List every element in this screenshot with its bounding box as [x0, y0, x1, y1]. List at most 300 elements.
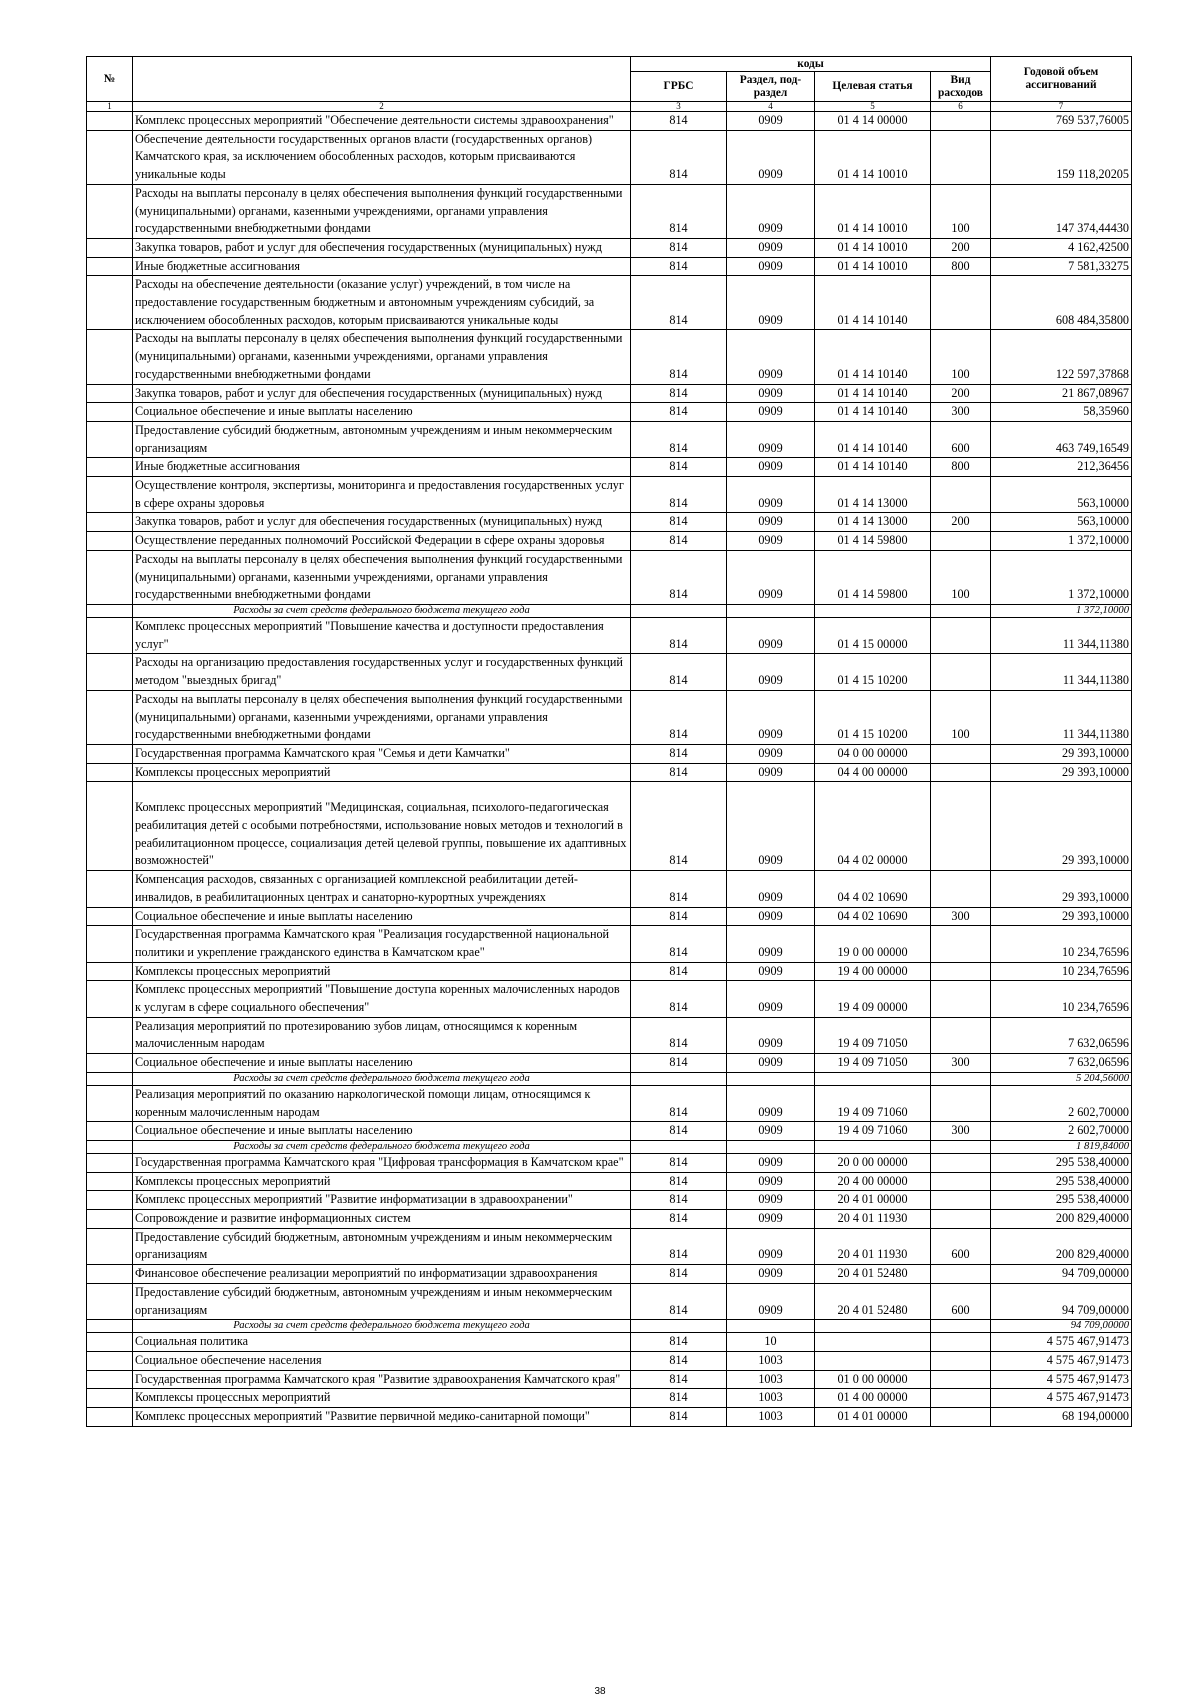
row-amount-cell: 463 749,16549: [991, 421, 1132, 457]
row-grbs-cell: 814: [631, 1210, 727, 1229]
row-expense-type-cell: [931, 112, 991, 131]
row-target-cell: [815, 604, 931, 617]
federal-budget-note-row: [87, 1072, 1132, 1085]
row-number-cell: [87, 532, 133, 551]
row-name-cell: Сопровождение и развитие информационных систем: [133, 1210, 631, 1229]
row-grbs-cell: 814: [631, 1228, 727, 1264]
row-expense-type-cell: 100: [931, 330, 991, 384]
row-number-cell: [87, 1191, 133, 1210]
row-target-cell: 19 4 09 71050: [815, 1054, 931, 1073]
row-grbs-cell: [631, 604, 727, 617]
row-name-cell: Финансовое обеспечение реализации мероприятий по информатизации здравоохранения: [133, 1265, 631, 1284]
budget-allocation-table: [86, 56, 1132, 1427]
row-target-cell: 01 4 14 10010: [815, 257, 931, 276]
row-expense-type-cell: [931, 617, 991, 653]
row-grbs-cell: 814: [631, 1352, 727, 1371]
row-name-cell: Комплексы процессных мероприятий: [133, 962, 631, 981]
table-row: [87, 1228, 1132, 1264]
row-expense-type-cell: 300: [931, 907, 991, 926]
row-expense-type-cell: [931, 276, 991, 330]
row-name-cell: Реализация мероприятий по оказанию наркологической помощи лицам, относящимся к коренным малочисленным народам: [133, 1085, 631, 1121]
table-row: [87, 981, 1132, 1017]
row-amount-cell: 68 194,00000: [991, 1408, 1132, 1427]
row-target-cell: 01 4 14 10140: [815, 330, 931, 384]
row-number-cell: [87, 962, 133, 981]
row-name-cell: Расходы на выплаты персоналу в целях обеспечения выполнения функций государственными (муниципальными) органами, казенными учреждениями, органами управления государственными внебюджетными фондами: [133, 690, 631, 744]
row-section-cell: 0909: [727, 1172, 815, 1191]
row-name-cell: Комплекс процессных мероприятий "Обеспечение деятельности системы здравоохранения": [133, 112, 631, 131]
row-section-cell: 0909: [727, 1054, 815, 1073]
table-row: [87, 458, 1132, 477]
row-name-cell: Закупка товаров, работ и услуг для обеспечения государственных (муниципальных) нужд: [133, 513, 631, 532]
row-name-cell: Расходы за счет средств федерального бюджета текущего года: [133, 1140, 631, 1153]
row-expense-type-cell: [931, 981, 991, 1017]
row-name-cell: Социальное обеспечение и иные выплаты населению: [133, 907, 631, 926]
page-number: 38: [594, 1686, 606, 1697]
row-expense-type-cell: [931, 871, 991, 907]
row-section-cell: 0909: [727, 907, 815, 926]
row-name-cell: Иные бюджетные ассигнования: [133, 257, 631, 276]
row-number-cell: [87, 1265, 133, 1284]
row-target-cell: 20 4 01 52480: [815, 1283, 931, 1319]
row-section-cell: 0909: [727, 112, 815, 131]
row-expense-type-cell: 600: [931, 421, 991, 457]
row-expense-type-cell: [931, 477, 991, 513]
table-row: [87, 1191, 1132, 1210]
table-row: [87, 257, 1132, 276]
row-target-cell: 01 4 15 00000: [815, 617, 931, 653]
table-row: [87, 513, 1132, 532]
row-grbs-cell: [631, 1320, 727, 1333]
row-amount-cell: 29 393,10000: [991, 782, 1132, 871]
row-expense-type-cell: [931, 962, 991, 981]
row-number-cell: [87, 981, 133, 1017]
row-grbs-cell: 814: [631, 513, 727, 532]
row-grbs-cell: 814: [631, 257, 727, 276]
row-amount-cell: 295 538,40000: [991, 1191, 1132, 1210]
table-row: [87, 1085, 1132, 1121]
row-number-cell: [87, 1017, 133, 1053]
row-section-cell: 1003: [727, 1370, 815, 1389]
row-number-cell: [87, 1320, 133, 1333]
row-name-cell: Расходы за счет средств федерального бюджета текущего года: [133, 604, 631, 617]
table-row: [87, 1370, 1132, 1389]
row-amount-cell: 10 234,76596: [991, 981, 1132, 1017]
row-expense-type-cell: [931, 782, 991, 871]
row-amount-cell: 295 538,40000: [991, 1153, 1132, 1172]
row-name-cell: Комплекс процессных мероприятий "Медицинская, социальная, психолого-педагогическая реабилитация детей с особыми потребностями, использование новых методов и технологий в реабилитационном процессе, социализация детей целевой группы, повышение их адаптивных возможностей": [133, 782, 631, 871]
row-amount-cell: 29 393,10000: [991, 744, 1132, 763]
row-target-cell: 20 4 00 00000: [815, 1172, 931, 1191]
row-amount-cell: 29 393,10000: [991, 871, 1132, 907]
row-section-cell: 0909: [727, 1017, 815, 1053]
row-number-cell: [87, 330, 133, 384]
row-amount-cell: 29 393,10000: [991, 763, 1132, 782]
row-target-cell: 04 4 00 00000: [815, 763, 931, 782]
row-grbs-cell: 814: [631, 871, 727, 907]
row-expense-type-cell: [931, 1017, 991, 1053]
table-row: [87, 1408, 1132, 1427]
row-name-cell: Компенсация расходов, связанных с организацией комплексной реабилитации детей-инвалидов, в реабилитационных центрах и санаторно-курортных учреждениях: [133, 871, 631, 907]
row-number-cell: [87, 604, 133, 617]
row-target-cell: 01 0 00 00000: [815, 1370, 931, 1389]
table-row: [87, 184, 1132, 238]
row-name-cell: Расходы на выплаты персоналу в целях обеспечения выполнения функций государственными (муниципальными) органами, казенными учреждениями, органами управления государственными внебюджетными фондами: [133, 330, 631, 384]
row-name-cell: Комплекс процессных мероприятий "Повышение качества и доступности предоставления услуг": [133, 617, 631, 653]
row-number-cell: [87, 384, 133, 403]
row-target-cell: 20 4 01 11930: [815, 1228, 931, 1264]
row-target-cell: 20 4 01 52480: [815, 1265, 931, 1284]
row-grbs-cell: 814: [631, 981, 727, 1017]
row-name-cell: Осуществление контроля, экспертизы, мониторинга и предоставления государственных услуг в сфере охраны здоровья: [133, 477, 631, 513]
row-section-cell: 0909: [727, 981, 815, 1017]
row-number-cell: [87, 403, 133, 422]
row-expense-type-cell: [931, 1191, 991, 1210]
row-amount-cell: 4 575 467,91473: [991, 1370, 1132, 1389]
row-target-cell: 20 4 01 11930: [815, 1210, 931, 1229]
row-target-cell: 01 4 14 10010: [815, 184, 931, 238]
row-name-cell: Комплекс процессных мероприятий "Развитие первичной медико-санитарной помощи": [133, 1408, 631, 1427]
table-row: [87, 962, 1132, 981]
row-target-cell: 04 4 02 10690: [815, 871, 931, 907]
row-amount-cell: 29 393,10000: [991, 907, 1132, 926]
row-name-cell: Расходы на выплаты персоналу в целях обеспечения выполнения функций государственными (муниципальными) органами, казенными учреждениями, органами управления государственными внебюджетными фондами: [133, 550, 631, 604]
table-row: [87, 238, 1132, 257]
row-number-cell: [87, 112, 133, 131]
row-target-cell: [815, 1072, 931, 1085]
table-row: [87, 871, 1132, 907]
row-number-cell: [87, 1408, 133, 1427]
row-amount-cell: 1 372,10000: [991, 550, 1132, 604]
row-grbs-cell: 814: [631, 532, 727, 551]
row-section-cell: 0909: [727, 532, 815, 551]
row-section-cell: 0909: [727, 458, 815, 477]
row-name-cell: Социальное обеспечение и иные выплаты населению: [133, 403, 631, 422]
row-expense-type-cell: [931, 926, 991, 962]
row-grbs-cell: 814: [631, 1265, 727, 1284]
table-row: [87, 330, 1132, 384]
row-number-cell: [87, 1072, 133, 1085]
row-amount-cell: 11 344,11380: [991, 654, 1132, 690]
row-section-cell: 0909: [727, 871, 815, 907]
row-target-cell: 01 4 14 10140: [815, 384, 931, 403]
row-number-cell: [87, 276, 133, 330]
row-amount-cell: 7 632,06596: [991, 1054, 1132, 1073]
row-grbs-cell: 814: [631, 763, 727, 782]
row-section-cell: 0909: [727, 403, 815, 422]
row-number-cell: [87, 763, 133, 782]
row-section-cell: 0909: [727, 744, 815, 763]
row-section-cell: 0909: [727, 1191, 815, 1210]
row-section-cell: 0909: [727, 276, 815, 330]
row-target-cell: 01 4 14 00000: [815, 112, 931, 131]
row-expense-type-cell: [931, 1320, 991, 1333]
federal-budget-note-row: [87, 1140, 1132, 1153]
row-section-cell: 0909: [727, 617, 815, 653]
row-section-cell: 0909: [727, 763, 815, 782]
row-grbs-cell: 814: [631, 1191, 727, 1210]
row-number-cell: [87, 1333, 133, 1352]
row-grbs-cell: 814: [631, 421, 727, 457]
table-row: [87, 926, 1132, 962]
row-grbs-cell: 814: [631, 690, 727, 744]
row-target-cell: 01 4 14 10010: [815, 238, 931, 257]
row-name-cell: Государственная программа Камчатского края "Реализация государственной национальной политики и укрепление гражданского единства в Камчатском крае": [133, 926, 631, 962]
row-grbs-cell: 814: [631, 962, 727, 981]
table-body: [87, 112, 1132, 1427]
row-number-cell: [87, 782, 133, 871]
row-expense-type-cell: [931, 1352, 991, 1371]
row-name-cell: Комплексы процессных мероприятий: [133, 763, 631, 782]
column-number: 7: [991, 102, 1132, 112]
row-name-cell: Государственная программа Камчатского края "Цифровая трансформация в Камчатском крае": [133, 1153, 631, 1172]
row-expense-type-cell: [931, 763, 991, 782]
row-expense-type-cell: 300: [931, 1122, 991, 1141]
row-target-cell: 19 0 00 00000: [815, 926, 931, 962]
table-row: [87, 654, 1132, 690]
federal-budget-note-row: [87, 604, 1132, 617]
row-amount-cell: 5 204,56000: [991, 1072, 1132, 1085]
row-grbs-cell: 814: [631, 403, 727, 422]
row-number-cell: [87, 257, 133, 276]
row-expense-type-cell: 600: [931, 1283, 991, 1319]
row-section-cell: 0909: [727, 962, 815, 981]
row-target-cell: 04 4 02 00000: [815, 782, 931, 871]
row-amount-cell: 769 537,76005: [991, 112, 1132, 131]
row-expense-type-cell: 200: [931, 238, 991, 257]
row-number-cell: [87, 421, 133, 457]
column-number: 3: [631, 102, 727, 112]
table-row: [87, 690, 1132, 744]
row-amount-cell: 10 234,76596: [991, 962, 1132, 981]
row-amount-cell: 159 118,20205: [991, 130, 1132, 184]
row-target-cell: 19 4 09 71050: [815, 1017, 931, 1053]
federal-budget-note-row: [87, 1320, 1132, 1333]
row-amount-cell: 7 632,06596: [991, 1017, 1132, 1053]
row-target-cell: [815, 1352, 931, 1371]
row-amount-cell: 608 484,35800: [991, 276, 1132, 330]
row-name-cell: Социальная политика: [133, 1333, 631, 1352]
row-name-cell: Осуществление переданных полномочий Российской Федерации в сфере охраны здоровья: [133, 532, 631, 551]
row-section-cell: 1003: [727, 1352, 815, 1371]
row-target-cell: 20 4 01 00000: [815, 1191, 931, 1210]
row-grbs-cell: 814: [631, 1085, 727, 1121]
row-grbs-cell: 814: [631, 1017, 727, 1053]
row-target-cell: 01 4 14 10140: [815, 403, 931, 422]
row-number-cell: [87, 1172, 133, 1191]
row-number-cell: [87, 513, 133, 532]
row-grbs-cell: 814: [631, 1389, 727, 1408]
row-amount-cell: 295 538,40000: [991, 1172, 1132, 1191]
table-row: [87, 744, 1132, 763]
row-target-cell: 01 4 14 10010: [815, 130, 931, 184]
row-number-cell: [87, 1054, 133, 1073]
row-number-cell: [87, 871, 133, 907]
row-section-cell: [727, 1140, 815, 1153]
table-row: [87, 130, 1132, 184]
row-number-cell: [87, 458, 133, 477]
row-expense-type-cell: [931, 532, 991, 551]
row-section-cell: 0909: [727, 926, 815, 962]
row-name-cell: Социальное обеспечение и иные выплаты населению: [133, 1054, 631, 1073]
header-name: [133, 57, 631, 102]
row-number-cell: [87, 617, 133, 653]
row-name-cell: Расходы за счет средств федерального бюджета текущего года: [133, 1072, 631, 1085]
header-section: Раздел, под-раздел: [727, 72, 815, 102]
table-row: [87, 1333, 1132, 1352]
row-grbs-cell: 814: [631, 184, 727, 238]
table-row: [87, 477, 1132, 513]
row-grbs-cell: 814: [631, 1054, 727, 1073]
row-target-cell: 01 4 15 10200: [815, 690, 931, 744]
row-expense-type-cell: [931, 1072, 991, 1085]
row-expense-type-cell: 800: [931, 257, 991, 276]
row-grbs-cell: [631, 1072, 727, 1085]
row-grbs-cell: 814: [631, 744, 727, 763]
row-amount-cell: 58,35960: [991, 403, 1132, 422]
row-target-cell: 04 0 00 00000: [815, 744, 931, 763]
table-row: [87, 112, 1132, 131]
row-amount-cell: 11 344,11380: [991, 617, 1132, 653]
row-expense-type-cell: 200: [931, 384, 991, 403]
row-grbs-cell: 814: [631, 1370, 727, 1389]
row-target-cell: 01 4 14 59800: [815, 550, 931, 604]
row-expense-type-cell: 100: [931, 184, 991, 238]
row-target-cell: 20 0 00 00000: [815, 1153, 931, 1172]
table-row: [87, 1210, 1132, 1229]
table-row: [87, 276, 1132, 330]
row-expense-type-cell: [931, 130, 991, 184]
row-grbs-cell: 814: [631, 1408, 727, 1427]
table-row: [87, 550, 1132, 604]
row-grbs-cell: 814: [631, 276, 727, 330]
row-expense-type-cell: [931, 1333, 991, 1352]
row-grbs-cell: [631, 1140, 727, 1153]
row-section-cell: 0909: [727, 1122, 815, 1141]
row-section-cell: 0909: [727, 421, 815, 457]
row-target-cell: 04 4 02 10690: [815, 907, 931, 926]
row-expense-type-cell: 200: [931, 513, 991, 532]
column-number: 5: [815, 102, 931, 112]
row-name-cell: Расходы на организацию предоставления государственных услуг и государственных функций методом "выездных бригад": [133, 654, 631, 690]
row-expense-type-cell: 100: [931, 550, 991, 604]
row-expense-type-cell: 800: [931, 458, 991, 477]
table-row: [87, 1389, 1132, 1408]
row-grbs-cell: 814: [631, 1283, 727, 1319]
row-number-cell: [87, 1352, 133, 1371]
table-row: [87, 1153, 1132, 1172]
row-grbs-cell: 814: [631, 330, 727, 384]
row-number-cell: [87, 550, 133, 604]
row-section-cell: 0909: [727, 238, 815, 257]
row-amount-cell: 10 234,76596: [991, 926, 1132, 962]
row-target-cell: 01 4 15 10200: [815, 654, 931, 690]
row-amount-cell: 1 372,10000: [991, 532, 1132, 551]
row-amount-cell: 147 374,44430: [991, 184, 1132, 238]
row-name-cell: Расходы на обеспечение деятельности (оказание услуг) учреждений, в том числе на предоставление государственным бюджетным и автономным учреждениям субсидий, за исключением обособленных расходов, которым присваиваются уникальные коды: [133, 276, 631, 330]
row-name-cell: Обеспечение деятельности государственных органов власти (государственных органов) Камчатского края, за исключением обособленных расходов, которым присваиваются уникальные коды: [133, 130, 631, 184]
row-expense-type-cell: [931, 1210, 991, 1229]
row-expense-type-cell: [931, 1172, 991, 1191]
row-amount-cell: 563,10000: [991, 477, 1132, 513]
table-row: [87, 1265, 1132, 1284]
row-grbs-cell: 814: [631, 384, 727, 403]
row-number-cell: [87, 1085, 133, 1121]
row-number-cell: [87, 1210, 133, 1229]
row-section-cell: 1003: [727, 1389, 815, 1408]
row-number-cell: [87, 1389, 133, 1408]
row-section-cell: 0909: [727, 1283, 815, 1319]
row-number-cell: [87, 907, 133, 926]
column-number-row: [87, 102, 1132, 112]
header-codes: коды: [631, 57, 991, 72]
table-row: [87, 617, 1132, 653]
row-section-cell: 0909: [727, 130, 815, 184]
row-target-cell: 19 4 09 71060: [815, 1085, 931, 1121]
row-name-cell: Государственная программа Камчатского края "Развитие здравоохранения Камчатского края": [133, 1370, 631, 1389]
row-section-cell: 0909: [727, 1265, 815, 1284]
row-name-cell: Комплексы процессных мероприятий: [133, 1389, 631, 1408]
row-target-cell: 01 4 01 00000: [815, 1408, 931, 1427]
row-target-cell: [815, 1140, 931, 1153]
row-section-cell: 0909: [727, 782, 815, 871]
row-name-cell: Закупка товаров, работ и услуг для обеспечения государственных (муниципальных) нужд: [133, 238, 631, 257]
row-grbs-cell: 814: [631, 654, 727, 690]
row-number-cell: [87, 130, 133, 184]
row-section-cell: 0909: [727, 654, 815, 690]
row-amount-cell: 11 344,11380: [991, 690, 1132, 744]
row-name-cell: Комплекс процессных мероприятий "Повышение доступа коренных малочисленных народов к услугам в сфере социального обеспечения": [133, 981, 631, 1017]
column-number: 4: [727, 102, 815, 112]
row-section-cell: 10: [727, 1333, 815, 1352]
row-amount-cell: 1 819,84000: [991, 1140, 1132, 1153]
row-section-cell: 0909: [727, 384, 815, 403]
header-expense-type: Вид расходов: [931, 72, 991, 102]
row-amount-cell: 212,36456: [991, 458, 1132, 477]
table-row: [87, 403, 1132, 422]
row-name-cell: Расходы за счет средств федерального бюджета текущего года: [133, 1320, 631, 1333]
row-target-cell: 01 4 14 10140: [815, 421, 931, 457]
table-row: [87, 1172, 1132, 1191]
row-amount-cell: 94 709,00000: [991, 1265, 1132, 1284]
row-section-cell: [727, 1320, 815, 1333]
row-name-cell: Иные бюджетные ассигнования: [133, 458, 631, 477]
row-amount-cell: 1 372,10000: [991, 604, 1132, 617]
row-amount-cell: 200 829,40000: [991, 1228, 1132, 1264]
header-target-article: Целевая статья: [815, 72, 931, 102]
row-number-cell: [87, 744, 133, 763]
row-name-cell: Закупка товаров, работ и услуг для обеспечения государственных (муниципальных) нужд: [133, 384, 631, 403]
row-amount-cell: 2 602,70000: [991, 1122, 1132, 1141]
row-grbs-cell: 814: [631, 617, 727, 653]
row-expense-type-cell: [931, 654, 991, 690]
row-grbs-cell: 814: [631, 130, 727, 184]
header-grbs: ГРБС: [631, 72, 727, 102]
table-row: [87, 1122, 1132, 1141]
row-expense-type-cell: [931, 604, 991, 617]
row-expense-type-cell: 100: [931, 690, 991, 744]
table-row: [87, 1054, 1132, 1073]
table-row: [87, 384, 1132, 403]
row-section-cell: 0909: [727, 1210, 815, 1229]
header-number: №: [87, 57, 133, 102]
row-number-cell: [87, 1283, 133, 1319]
row-amount-cell: 4 575 467,91473: [991, 1352, 1132, 1371]
row-amount-cell: 4 575 467,91473: [991, 1333, 1132, 1352]
row-expense-type-cell: 300: [931, 1054, 991, 1073]
row-grbs-cell: 814: [631, 1172, 727, 1191]
table-row: [87, 763, 1132, 782]
